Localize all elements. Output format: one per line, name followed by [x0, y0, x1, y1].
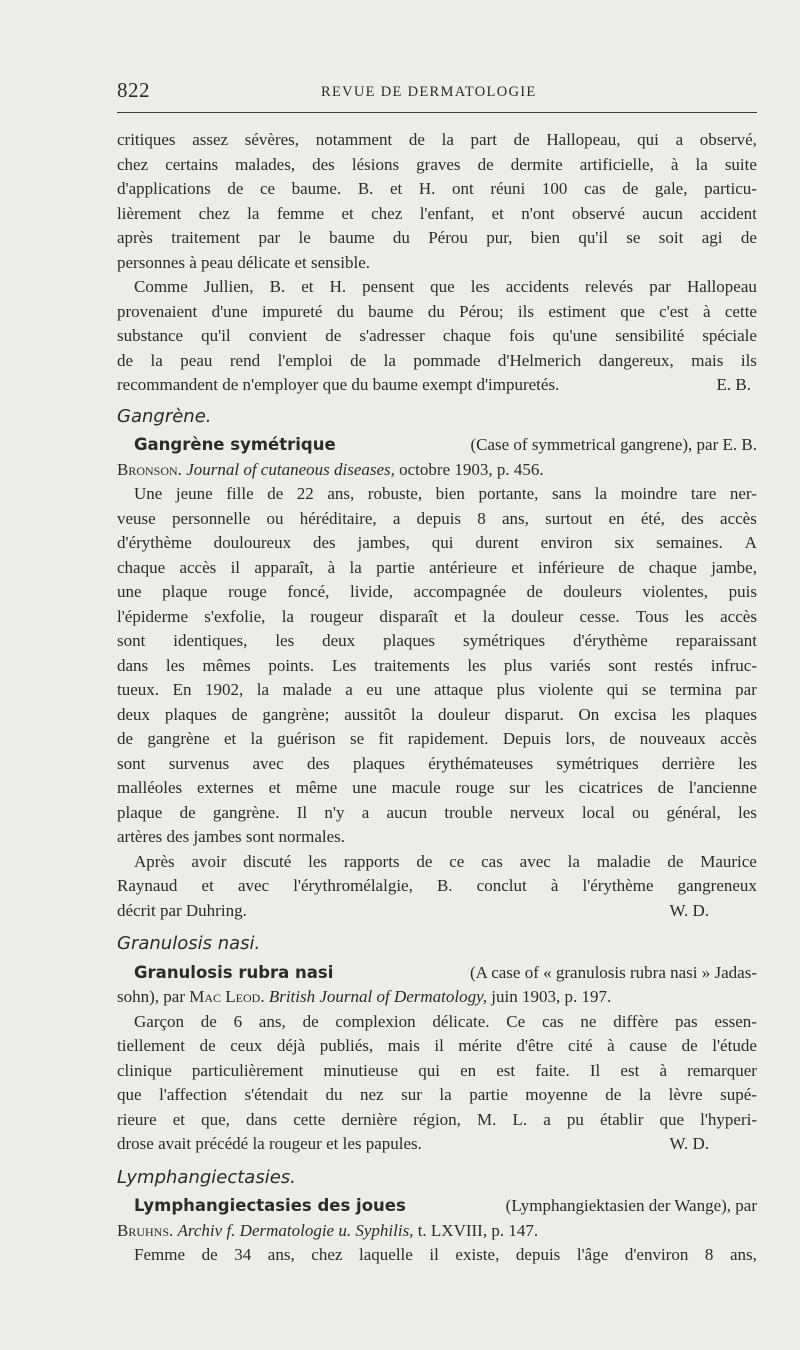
text-fragment: drose avait précédé la rougeur et les papules. [117, 1134, 422, 1153]
text-line [117, 899, 757, 924]
text-line: critiques assez sévères, notamment de la part de Hallopeau, qui a observé, [117, 130, 757, 149]
text-line: tueux. En 1902, la malade a eu une attaque plus violente qui se termina par [117, 680, 757, 699]
page-number: 822 [117, 78, 150, 102]
text-line: veuse personnelle ou héréditaire, a depuis 8 ans, surtout en été, des accès [117, 508, 757, 528]
journal-title: REVUE DE DERMATOLOGIE [321, 84, 537, 100]
reference-line [117, 458, 757, 483]
article-gangrene [117, 433, 757, 923]
article-lymphangiectasies [117, 1194, 757, 1268]
text-fragment: décrit par Duhring. [117, 900, 247, 920]
journal-name: British Journal of Dermatology, [268, 987, 487, 1006]
article-title: Gangrène symétrique [134, 435, 336, 454]
section-heading-lymphangiectasies: Lymphangiectasies. [117, 1166, 296, 1188]
text-line: sont identiques, les deux plaques symétriques d'érythème reparaissant [117, 631, 757, 650]
text-line: Raynaud et avec l'érythromélalgie, B. conclut à l'érythème gangreneux [117, 876, 757, 895]
text-line: d'érythème douloureux des jambes, qui durent environ six semaines. A [117, 533, 757, 552]
text-line: chaque accès il apparaît, à la partie antérieure et inférieure de chaque jambe, [117, 557, 757, 577]
text-line: deux plaques de gangrène; aussitôt la douleur disparut. On excisa les plaques [117, 704, 757, 724]
journal-name: Archiv f. Dermatologie u. Syphilis, [177, 1220, 414, 1240]
article-granulosis [117, 961, 757, 1157]
reference-prefix: sohn), par [117, 987, 185, 1006]
text-line: Après avoir discuté les rapports de ce cas avec la maladie de Maurice [134, 851, 757, 871]
text-line: malléoles externes et même une macule rouge sur les cicatrices de l'ancienne [117, 778, 757, 797]
text-line: l'épiderme s'exfolie, la rougeur disparaît et la douleur cesse. Tous les accès [117, 606, 757, 626]
citation-date: juin 1903, p. 197. [491, 987, 612, 1006]
article-title-rest: (A case of « granulosis rubra nasi » Jadas- [469, 962, 757, 982]
text-line: que l'affection s'étendait du nez sur la partie moyenne de la lèvre supé- [117, 1085, 757, 1104]
article-title: Lymphangiectasies des joues [134, 1196, 406, 1215]
text-line: d'applications de ce baume. B. et H. ont réuni 100 cas de gale, particu- [117, 179, 757, 198]
text-line: Comme Jullien, B. et H. pensent que les accidents relevés par Hallopeau [134, 277, 757, 296]
author-signature: W. D. [669, 1134, 709, 1153]
text-line: chez certains malades, des lésions graves de dermite artificielle, à la suite [117, 154, 757, 174]
text-line: lièrement chez la femme et chez l'enfant, et n'ont observé aucun accident [117, 203, 757, 223]
section-heading-gangrene: Gangrène. [117, 405, 212, 427]
journal-name: Journal of cutaneous diseases, [186, 459, 395, 479]
section-heading-granulosis: Granulosis nasi. [117, 933, 261, 954]
author-name: Mac Leod. [189, 987, 265, 1006]
text-line: Une jeune fille de 22 ans, robuste, bien portante, sans la moindre tare ner- [134, 484, 757, 503]
article-title: Granulosis rubra nasi [134, 962, 334, 982]
text-line: tiellement de ceux déjà publiés, mais il mérite d'être cité à cause de l'étude [117, 1036, 757, 1055]
article-title-line [117, 961, 757, 986]
text-line [117, 1132, 757, 1157]
text-line: après traitement par le baume du Pérou pur, bien qu'il se soit agi de [117, 228, 757, 247]
paragraph-jullien [117, 275, 757, 398]
paragraph-baume [117, 128, 757, 275]
article-title-rest: (Lymphangiektasien der Wange), par [505, 1196, 757, 1215]
text-line: une plaque rouge foncé, livide, accompagnée de douleurs violentes, puis [117, 582, 757, 601]
text-line: Garçon de 6 ans, de complexion délicate. Ce cas ne diffère pas essen- [134, 1011, 757, 1031]
text-line: substance qu'il convient de s'adresser chaque fois qu'une sensibilité spéciale [117, 326, 757, 345]
header-rule [117, 112, 757, 113]
author-name: Bruhns. [117, 1220, 174, 1240]
text-line [117, 373, 757, 398]
author-signature: E. B. [716, 375, 751, 394]
reference-line [117, 985, 757, 1010]
author-name: Bronson. [117, 459, 182, 479]
reference-line [117, 1219, 757, 1244]
text-line: Femme de 34 ans, chez laquelle il existe, depuis l'âge d'environ 8 ans, [134, 1245, 757, 1264]
article-title-line [117, 433, 757, 458]
citation-volume: t. LXVIII, p. 147. [417, 1220, 539, 1240]
text-line: de la peau rend l'emploi de la pommade d'Helmerich dangereux, mais ils [117, 350, 757, 370]
author-signature: W. D. [669, 900, 709, 920]
text-line: artères des jambes sont normales. [117, 827, 346, 846]
text-line: provenaient d'une impureté du baume du Pérou; ils estiment que c'est à cette [117, 301, 757, 321]
article-body [117, 128, 757, 1268]
text-line: personnes à peau délicate et sensible. [117, 252, 371, 272]
running-head [117, 78, 757, 108]
text-line: rieure et que, dans cette dernière région, M. L. a pu établir que l'hyperi- [117, 1109, 757, 1129]
text-line: sont survenus avec des plaques érythémateuses symétriques derrière les [117, 753, 757, 773]
text-line: plaque de gangrène. Il n'y a aucun trouble nerveux local ou général, les [117, 802, 757, 822]
text-line: de gangrène et la guérison se fit rapidement. Depuis lors, de nouveaux accès [117, 729, 757, 748]
text-line: clinique particulièrement minutieuse qui en est faite. Il est à remarquer [117, 1060, 757, 1080]
citation-date: octobre 1903, p. 456. [399, 459, 544, 479]
text-line: dans les mêmes points. Les traitements les plus variés sont restés infruc- [117, 655, 757, 675]
article-title-rest: (Case of symmetrical gangrene), par E. B. [470, 435, 757, 454]
article-title-line [117, 1194, 757, 1219]
text-fragment: recommandent de n'employer que du baume exempt d'impuretés. [117, 375, 560, 394]
